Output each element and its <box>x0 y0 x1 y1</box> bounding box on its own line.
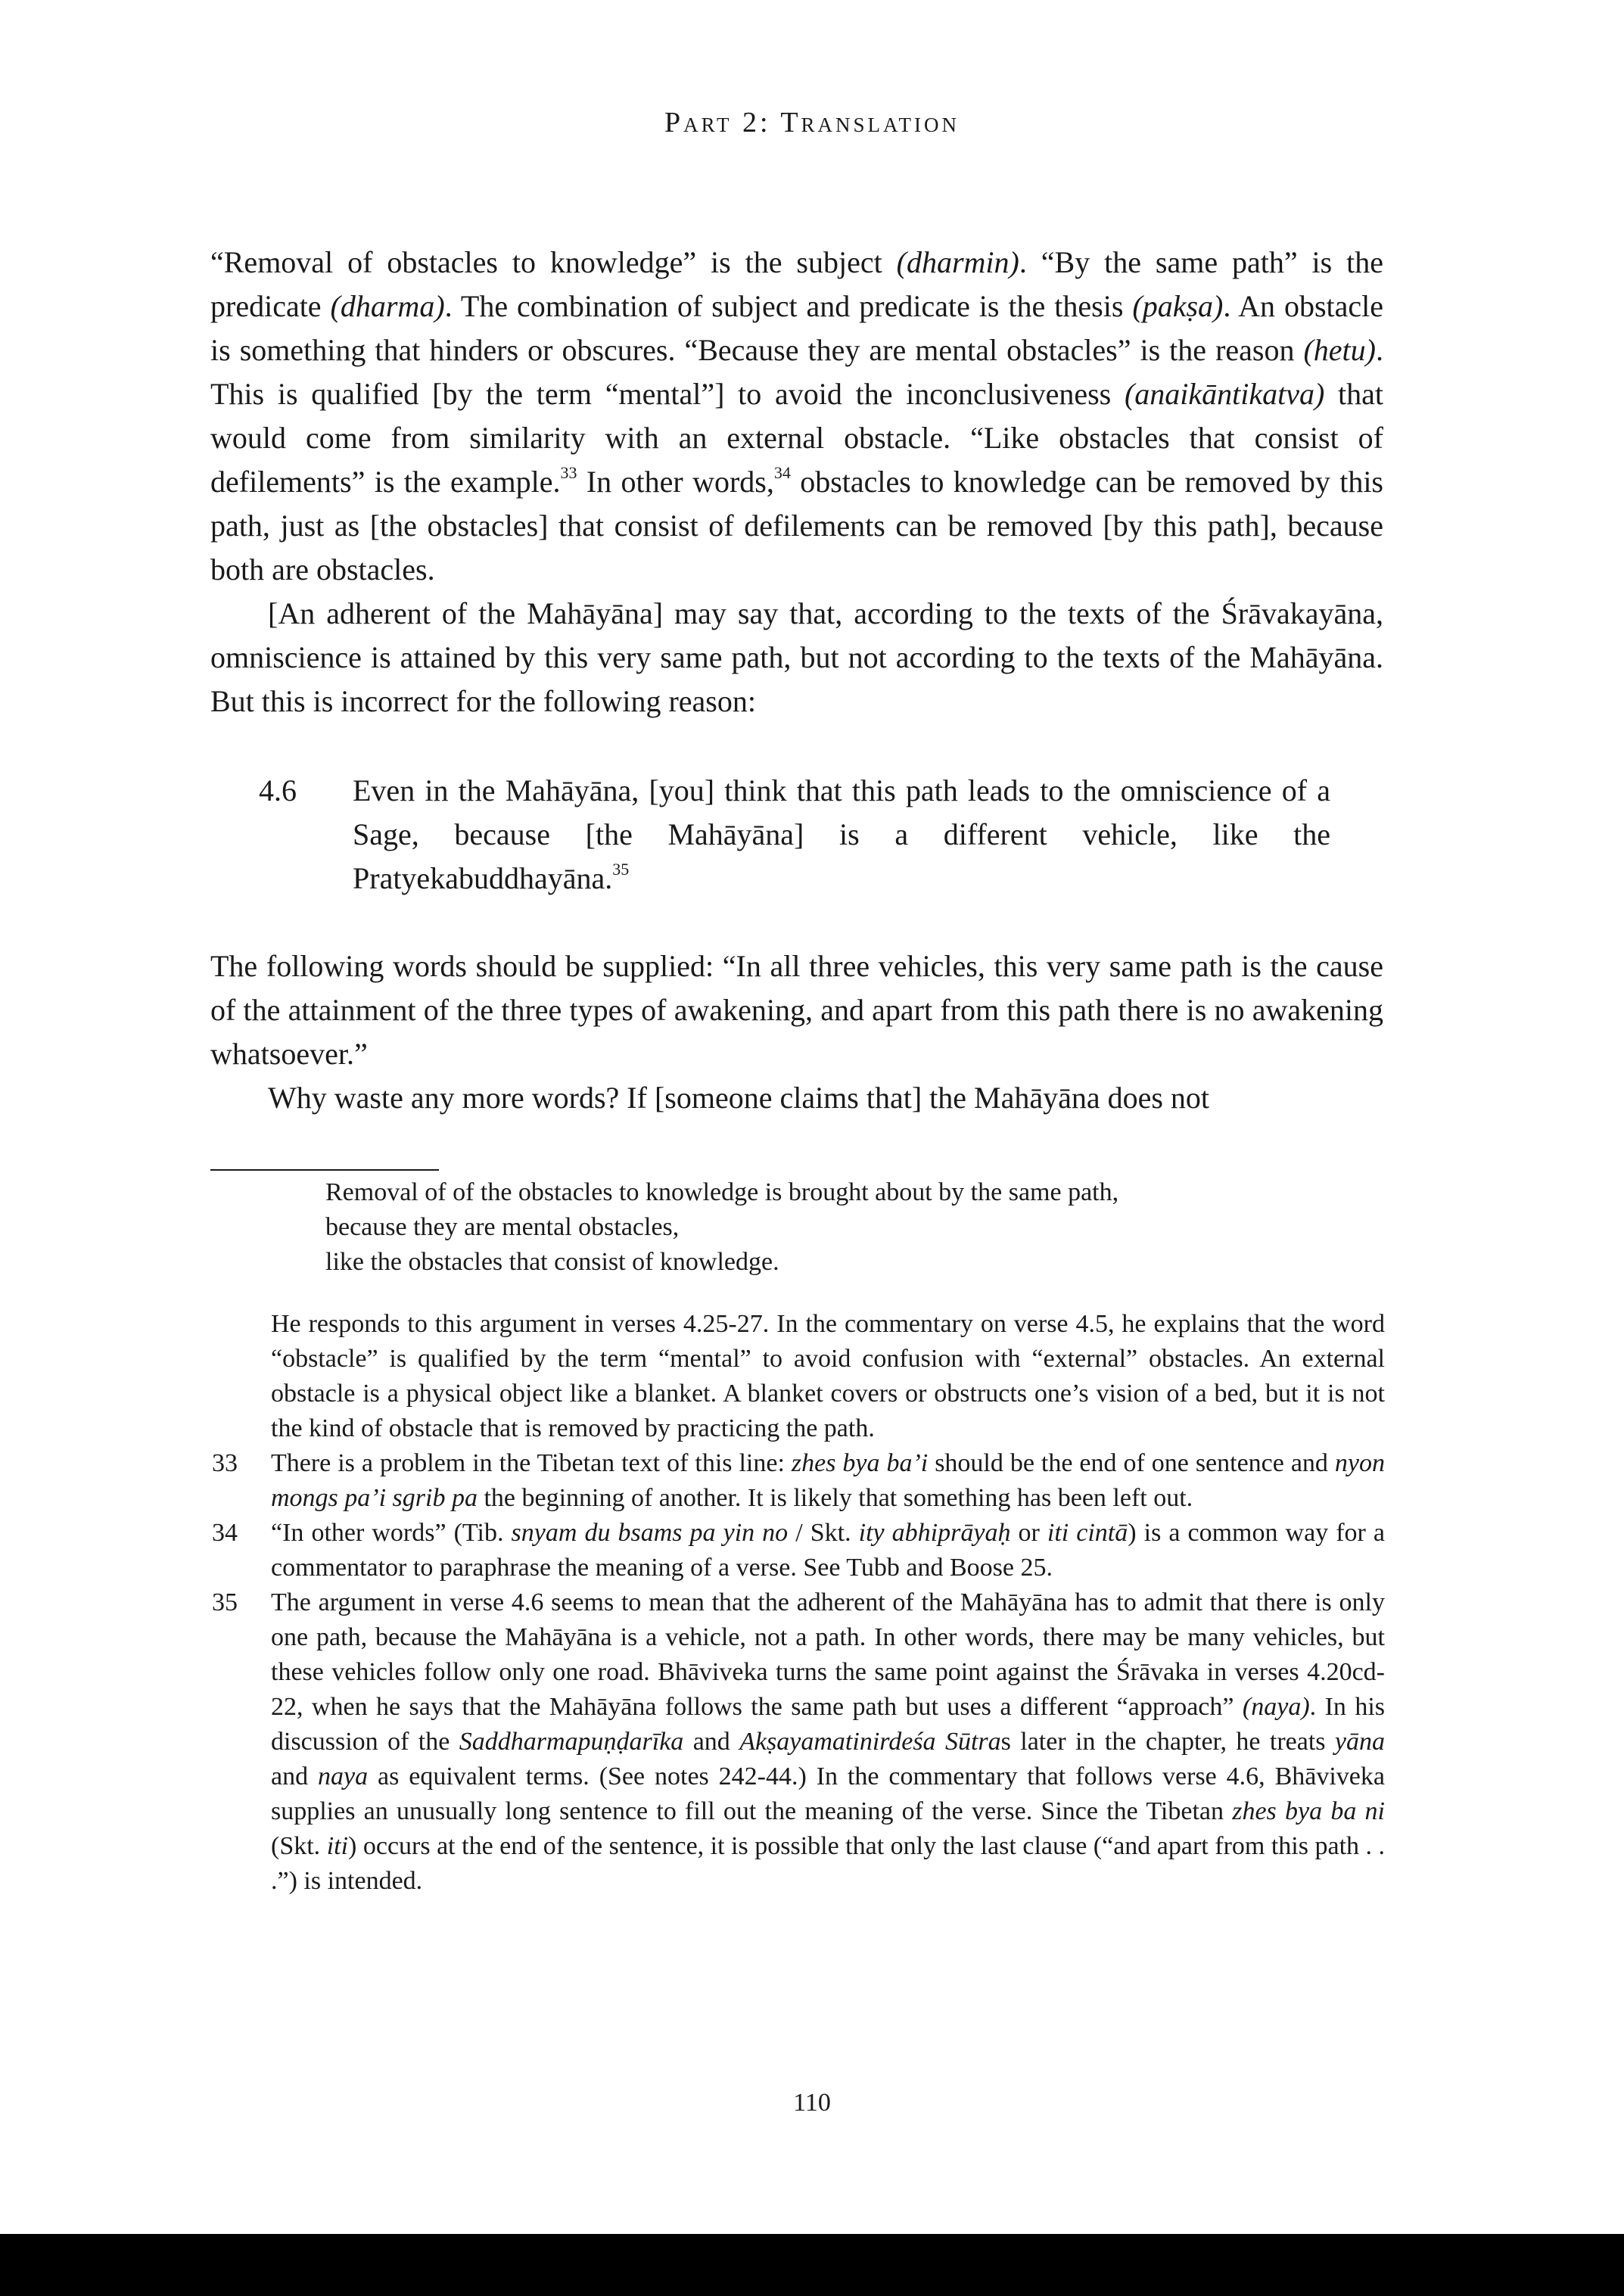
text-run: / Skt. <box>788 1519 859 1547</box>
italic-term: naya <box>318 1762 369 1790</box>
text-run: (Skt. <box>271 1832 327 1860</box>
italic-term: Saddharmapuṇḍarīka <box>459 1728 684 1756</box>
italic-term: (pakṣa) <box>1132 289 1224 323</box>
italic-term: zhes bya ba’i <box>791 1449 929 1477</box>
page-number: 110 <box>793 2089 831 2117</box>
running-head: Part 2: Translation <box>664 107 960 138</box>
footnote-number: 35 <box>212 1588 238 1616</box>
italic-term: iti <box>326 1832 349 1860</box>
text-run: or <box>1010 1519 1047 1547</box>
paragraph-3: The following words should be supplied: “In all three vehicles, this very same path is the cause of the attainment of the three types of awakening, and apart from this path there is no awakening whatsoever.” <box>210 949 1383 1071</box>
text-run: that would come from similarity with an external obstacle. “Like obstacles that consist of defilements” is the example. <box>210 377 1383 499</box>
text-run: In other words, <box>577 465 774 499</box>
main-text <box>210 241 1383 1120</box>
syllogism-line: Removal of of the obstacles to knowledge is brought about by the same path, <box>325 1178 1119 1206</box>
scan-border <box>0 2234 1624 2296</box>
text-run: . An obstacle is something that hinders or obscures. “Because they are mental obstacles” is the reason <box>210 289 1384 367</box>
italic-term: (dharmin) <box>896 245 1019 279</box>
italic-term: ity abhiprāyaḥ <box>858 1519 1011 1547</box>
italic-term: (naya) <box>1242 1693 1310 1721</box>
text-run: obstacles to knowledge can be removed by this path, just as [the obstacles] that consist of defilements can be removed [by this path], because both are obstacles. <box>210 465 1383 586</box>
text-run: The argument in verse 4.6 seems to mean that the adherent of the Mahāyāna has to admit that there is only one path, because the Mahāyāna is a vehicle, not a path. In other words, there may be many vehicles, but these vehicles follow only one road. Bhāviveka turns the same point against the Śrāvaka in verses 4.20cd-22, when he says that the Mahāyāna follows the same path but uses a different “approach” <box>271 1588 1385 1721</box>
footnote-ref-35[interactable]: 35 <box>612 860 630 879</box>
verse-4-6 <box>210 769 1383 901</box>
italic-term: Akṣayamatinirdeśa Sūtra <box>739 1728 1001 1756</box>
text-run: . “By the same path” is the predicate <box>210 245 1383 323</box>
italic-term: snyam du bsams pa yin no <box>511 1519 789 1547</box>
text-run: “In other words” (Tib. <box>271 1519 512 1547</box>
italic-term: (hetu) <box>1303 333 1376 367</box>
text-run: s later in the chapter, he treats <box>1000 1728 1335 1756</box>
syllogism-line: like the obstacles that consist of knowledge. <box>325 1248 779 1276</box>
text-run: . The combination of subject and predicate is the thesis <box>444 289 1133 323</box>
footnote-syllogism <box>325 1175 1385 1280</box>
verse-number: 4.6 <box>259 773 297 807</box>
text-run: should be the end of one sentence and <box>928 1449 1335 1477</box>
text-run: . In his discussion of the <box>271 1693 1386 1756</box>
text-run: and <box>683 1728 740 1756</box>
footnote-ref-34[interactable]: 34 <box>773 463 791 482</box>
footnotes <box>210 1175 1385 1899</box>
verse-text: Even in the Mahāyāna, [you] think that this path leads to the omniscience of a Sage, because [the Mahāyāna] is a different vehicle, like the Pratyekabuddhayāna. <box>353 773 1330 895</box>
text-run: and <box>271 1762 318 1790</box>
text-run: ) occurs at the end of the sentence, it is possible that only the last clause (“and apart from this path . . .”) is intended. <box>271 1832 1386 1895</box>
italic-term: iti cintā <box>1047 1519 1128 1547</box>
footnote-34 <box>210 1516 1385 1585</box>
footnote-continuation: He responds to this argument in verses 4.25-27. In the commentary on verse 4.5, he explains that the word “obstacle” is qualified by the term “mental” to avoid confusion with “external” obstacles. An external obstacle is a physical object like a blanket. A blanket covers or obstructs one’s vision of a bed, but it is not the kind of obstacle that is removed by practicing the path. <box>271 1310 1385 1442</box>
text-run: There is a problem in the Tibetan text of this line: <box>271 1449 792 1477</box>
footnote-35 <box>210 1585 1385 1899</box>
italic-term: yāna <box>1334 1728 1386 1756</box>
italic-term: (anaikāntikatva) <box>1124 377 1325 411</box>
footnote-ref-33[interactable]: 33 <box>560 463 577 482</box>
footnote-number: 33 <box>212 1449 238 1477</box>
syllogism-line: because they are mental obstacles, <box>325 1213 680 1241</box>
paragraph-4: Why waste any more words? If [someone claims that] the Mahāyāna does not <box>268 1081 1210 1115</box>
italic-term: (dharma) <box>330 289 445 323</box>
italic-term: nyon mongs pa’i sgrib pa <box>271 1449 1385 1512</box>
italic-term: zhes bya ba ni <box>1232 1797 1386 1825</box>
text-run: “Removal of obstacles to knowledge” is the subject <box>210 245 897 279</box>
text-run: the beginning of another. It is likely that something has been left out. <box>477 1484 1193 1512</box>
footnote-number: 34 <box>212 1519 238 1547</box>
text-run: . This is qualified [by the term “mental”] to avoid the inconclusiveness <box>210 333 1383 411</box>
paragraph-1 <box>210 241 1383 592</box>
paragraph-2: [An adherent of the Mahāyāna] may say that, according to the texts of the Śrāvakayāna, omniscience is attained by this very same path, but not according to the texts of the Mahāyāna. But this is incorrect for the following reason: <box>210 596 1383 718</box>
text-run: ) is a common way for a commentator to paraphrase the meaning of a verse. See Tubb and Boose 25. <box>271 1519 1385 1582</box>
footnote-33 <box>210 1446 1385 1516</box>
text-run: as equivalent terms. (See notes 242-44.) In the commentary that follows verse 4.6, Bhāviveka supplies an unusually long sentence to fill out the meaning of the verse. Since the Tibetan <box>271 1762 1385 1825</box>
footnote-rule <box>210 1169 439 1171</box>
